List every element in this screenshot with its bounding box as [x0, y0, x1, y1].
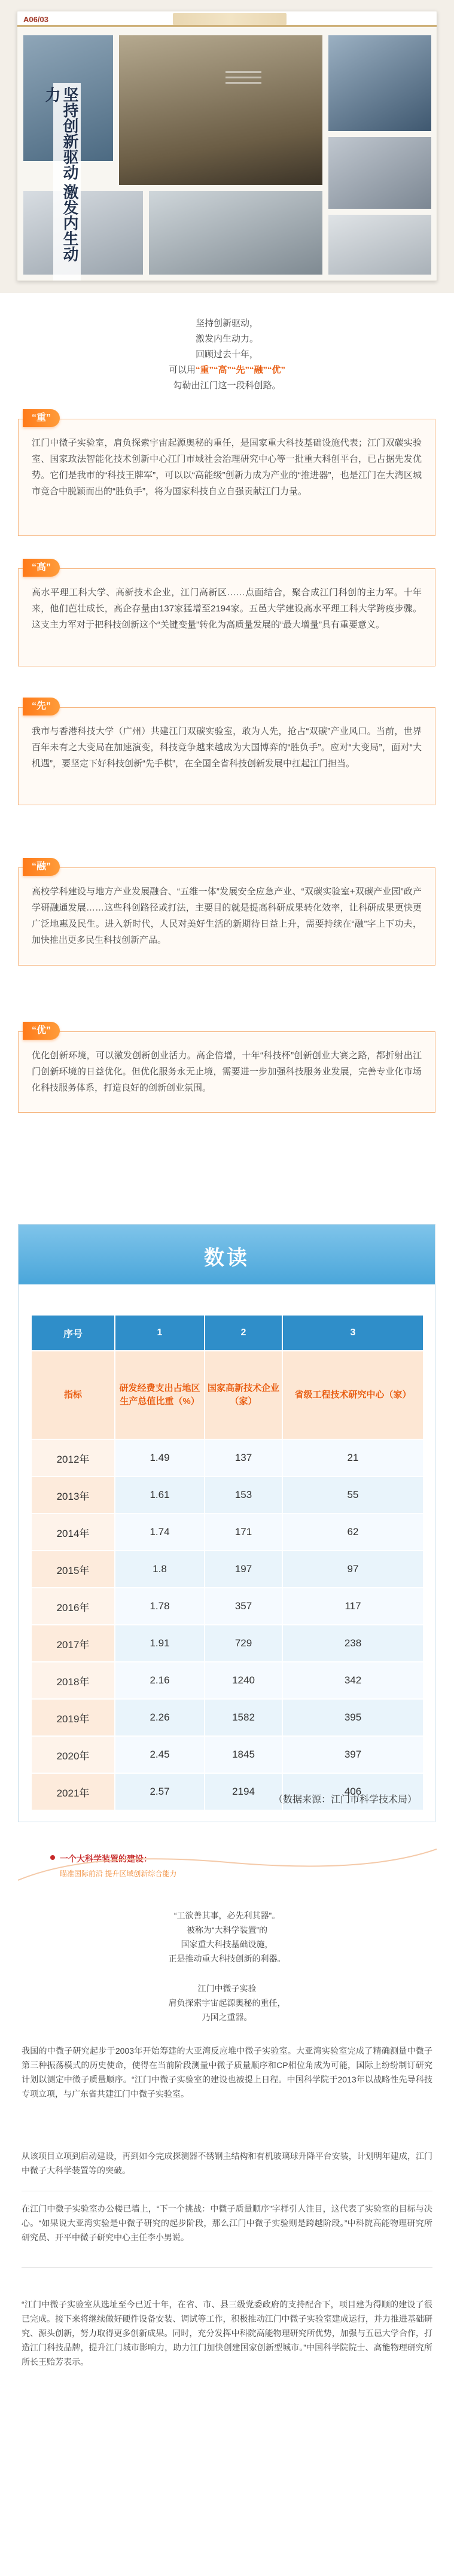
table-subheader-row — [32, 1350, 423, 1439]
section-box — [18, 867, 435, 966]
table-row — [32, 1513, 423, 1550]
row-value: 1845 — [205, 1737, 283, 1773]
section-box — [18, 1031, 435, 1113]
photo-building — [328, 35, 431, 131]
decorative-curve — [18, 1844, 437, 1886]
header-col-2: 2 — [205, 1316, 283, 1350]
data-table — [32, 1316, 423, 1810]
header-eng-centers: 省级工程技术研究中心（家） — [283, 1350, 423, 1439]
quote-line: 乃国之重器。 — [202, 2012, 252, 2022]
article-paragraph: “江门中微子实验室从选址至今已近十年，在省、市、县三级党委政府的支持配合下，项目建为得顺的建设了很已完成。接下来将继续做好硬件设备安装、调试等工作，积极推动江门中微子实验室建成运行，并力推进基础研究、源头创新，努力取得更多创新成果。同时，充分发挥中科院高能物理研究所优势，加强与五邑大学合作，打造江门科技品牌，提升江门城市影响力，助力江门加快创建国家创新型城市。”中国科学院院士、高能物理研究所所长王贻芳表示。 — [22, 2300, 432, 2367]
row-year: 2015年 — [32, 1551, 115, 1587]
highlight-heading — [60, 1853, 395, 1889]
quote-line: “工欲善其事，必先利其器”。 — [173, 1911, 281, 1920]
row-value: 117 — [283, 1588, 423, 1624]
row-value: 397 — [283, 1737, 423, 1773]
quote-block-1 — [0, 1908, 454, 1966]
table-row — [32, 1624, 423, 1661]
highlight-title: 一个大科学装置的建设： — [60, 1854, 152, 1864]
photo-factory — [149, 191, 322, 275]
quote-line: 江门中微子实验 — [197, 1984, 257, 1993]
table-header-row — [32, 1316, 423, 1350]
section-text: 高水平理工科大学、高新技术企业，江门高新区……点面结合，聚合成江门科创的主力军。十年来，他们芭壮成长，高企存量由137家猛增至2194家。五邑大学建设高水平理工科大学跨疫步骤。这支主力军对于把科技创新这个“关键变量”转化为高质量发展的“最大增量”具有重要意义。 — [32, 587, 422, 630]
row-value: 2.57 — [115, 1774, 205, 1810]
header-col-1: 1 — [115, 1316, 205, 1350]
table-row — [32, 1550, 423, 1587]
row-value: 1.78 — [115, 1588, 205, 1624]
intro-line: 激发内生动力。 — [195, 334, 258, 344]
header-col-3: 3 — [283, 1316, 423, 1350]
quote-block-2 — [0, 1981, 454, 2024]
row-value: 55 — [283, 1477, 423, 1513]
row-value: 357 — [205, 1588, 283, 1624]
table-row — [32, 1439, 423, 1476]
data-card — [18, 1224, 435, 1822]
row-value: 729 — [205, 1625, 283, 1661]
section-tag: “优” — [23, 1022, 60, 1040]
photo-city — [328, 215, 431, 275]
table-row — [32, 1735, 423, 1773]
header-rd-ratio: 研发经费支出占地区生产总值比重（%） — [115, 1350, 205, 1439]
section-tag: “融” — [23, 858, 60, 876]
article-paragraph: 从该项目立项到启动建设，再到如今完成探测器不锈钢主结构和有机玻璃球升降平台安装，计划明年建成，江门中微子大科学装置等的突破。 — [22, 2151, 432, 2175]
header-hightech-firms: 国家高新技术企业（家） — [205, 1350, 283, 1439]
newspaper-page-image — [17, 11, 437, 281]
divider — [22, 2267, 432, 2268]
row-value: 137 — [205, 1440, 283, 1476]
section-box — [18, 419, 435, 536]
keyword: “先” — [231, 365, 250, 375]
article-paragraph: 我国的中微子研究起步于2003年开始筹建的大亚湾反应堆中微子实验室。大亚湾实验室完成了精确测量中微子第三种振荡模式的历史使命，使得在当前阶段测量中微子质量顺序和CP相位角成为可能，国际上纷纷制订研究计划以测定中微子质量顺序。“江门中微子实验室的建设也被提上日程。中国科学院于2013年以战略性先导科技专项立项，与广东省共建江门中微子实验室。 — [22, 2046, 432, 2099]
section-text: 高校学科建设与地方产业发展融合、“五维一体”发展安全应急产业、“双碳实验室+双碳产业园”政产学研融通发展……这些科创路径或打法，主要目的就是提高科研成果转化效率，让科研成果更快更广泛地惠及民生。进入新时代，人民对美好生活的新期待日益上升，需要持续在“融”字上下功夫，加快推出更多民生科技创新产品。 — [32, 887, 422, 945]
row-value: 1.74 — [115, 1514, 205, 1550]
intro-text — [0, 316, 454, 394]
row-value: 97 — [283, 1551, 423, 1587]
row-value: 1.61 — [115, 1477, 205, 1513]
masthead-ribbon — [173, 13, 287, 25]
section-text: 优化创新环境，可以激发创新创业活力。高企倍增，十年“科技杯”创新创业大赛之路，都折射出江门创新环境的日益优化。但优化服务永无止境，需要进一步加强科技服务业发展，完善专业化市场化科技服务体系，打造良好的创新创业氛围。 — [32, 1051, 422, 1093]
row-value: 1582 — [205, 1700, 283, 1735]
highlight-subtitle: 瞄准国际前沿 提升区域创新综合能力 — [60, 1869, 177, 1878]
page-number: A06/03 — [23, 15, 48, 24]
photo-lab — [328, 137, 431, 209]
row-value: 197 — [205, 1551, 283, 1587]
photo-main — [119, 35, 322, 185]
header-metric: 指标 — [32, 1350, 115, 1439]
article-paragraph: 在江门中微子实验室办公楼已墙上，“下一个挑战：中微子质量顺序”字样引人注目，这代表了实验室的目标与决心。“如果说大亚湾实验是中微子研究的起步阶段，那么江门中微子实验则是跨越阶段。”中科院高能物理研究所研究员、开平中微子研究中心主任李小男说。 — [22, 2204, 432, 2242]
table-row — [32, 1698, 423, 1735]
section-text: 江门中微子实验室，肩负探索宇宙起源奥秘的重任，是国家重大科技基础设施代表；江门双碳实验室、国家政法智能化技术创新中心江门市域社会治理研究中心等一批重大科创平台，已占据先发优势。它们是我市的“科技王牌军”，可以以“高能级”创新力成为产业的“推进器”，也是江门在大湾区城市竞合中脱颖而出的“胜负手”，将为国家科技自立自强贡献江门力量。 — [32, 438, 422, 497]
row-value: 153 — [205, 1477, 283, 1513]
row-year: 2012年 — [32, 1440, 115, 1476]
bullet-dot-icon — [50, 1855, 55, 1860]
keyword: “重” — [195, 365, 214, 375]
row-value: 395 — [283, 1700, 423, 1735]
quote-line: 正是推动重大科技创新的利器。 — [168, 1954, 286, 1963]
table-body — [32, 1439, 423, 1810]
quote-line: 国家重大科技基础设施， — [181, 1939, 273, 1949]
masthead — [17, 11, 437, 27]
keyword: “融” — [249, 365, 268, 375]
data-card-header — [19, 1225, 435, 1284]
section-box — [18, 568, 435, 666]
row-year: 2021年 — [32, 1774, 115, 1810]
row-value: 1.91 — [115, 1625, 205, 1661]
row-value: 238 — [283, 1625, 423, 1661]
intro-line: 勾勒出江门这一段科创路。 — [173, 380, 281, 391]
row-value: 2.45 — [115, 1737, 205, 1773]
row-year: 2019年 — [32, 1700, 115, 1735]
row-year: 2017年 — [32, 1625, 115, 1661]
photo-campus — [23, 191, 143, 275]
data-card-title: 数读 — [204, 1247, 249, 1269]
section-tag: “重” — [23, 409, 60, 427]
row-value: 1.8 — [115, 1551, 205, 1587]
row-year: 2020年 — [32, 1737, 115, 1773]
intro-keywords-line: 可以用“重”“高”“先”“融”“优” — [168, 365, 286, 375]
intro-line: 回顾过去十年， — [195, 349, 258, 360]
quote-line: 被称为“大科学装置”的 — [186, 1925, 268, 1935]
intro-line: 坚持创新驱动， — [195, 318, 258, 328]
row-value: 62 — [283, 1514, 423, 1550]
row-value: 406 — [283, 1774, 423, 1810]
data-source: （数据来源：江门市科学技术局） — [273, 1795, 417, 1805]
row-value: 21 — [283, 1440, 423, 1476]
row-year: 2013年 — [32, 1477, 115, 1513]
row-value: 1240 — [205, 1662, 283, 1698]
row-year: 2016年 — [32, 1588, 115, 1624]
row-value: 2.16 — [115, 1662, 205, 1698]
row-value: 171 — [205, 1514, 283, 1550]
section-text: 我市与香港科技大学（广州）共建江门双碳实验室，敢为人先，抢占“双碳”产业风口。当前，世界百年未有之大变局在加速演变，科技竞争越来越成为大国博弈的“胜负手”。应对“大变局”，面对“大机遇”，要坚定下好科技创新“先手棋”，在全国全省科技创新发展中扛起江门担当。 — [32, 726, 422, 769]
row-value: 2194 — [205, 1774, 283, 1810]
newspaper-headline: 坚持创新驱动 激发内生动力 — [53, 83, 81, 281]
row-value: 1.49 — [115, 1440, 205, 1476]
header-index: 序号 — [32, 1316, 115, 1350]
table-row — [32, 1661, 423, 1698]
quote-line: 肩负探索宇宙起源奥秘的重任， — [168, 1998, 286, 2008]
section-box — [18, 707, 435, 805]
keyword: “优” — [267, 365, 286, 375]
table-row — [32, 1476, 423, 1513]
keyword: “高” — [213, 365, 231, 375]
newspaper-banner — [0, 0, 454, 293]
row-year: 2018年 — [32, 1662, 115, 1698]
section-tag: “高” — [23, 559, 60, 577]
table-row — [32, 1587, 423, 1624]
row-value: 342 — [283, 1662, 423, 1698]
row-year: 2014年 — [32, 1514, 115, 1550]
row-value: 2.26 — [115, 1700, 205, 1735]
section-tag: “先” — [23, 698, 60, 715]
